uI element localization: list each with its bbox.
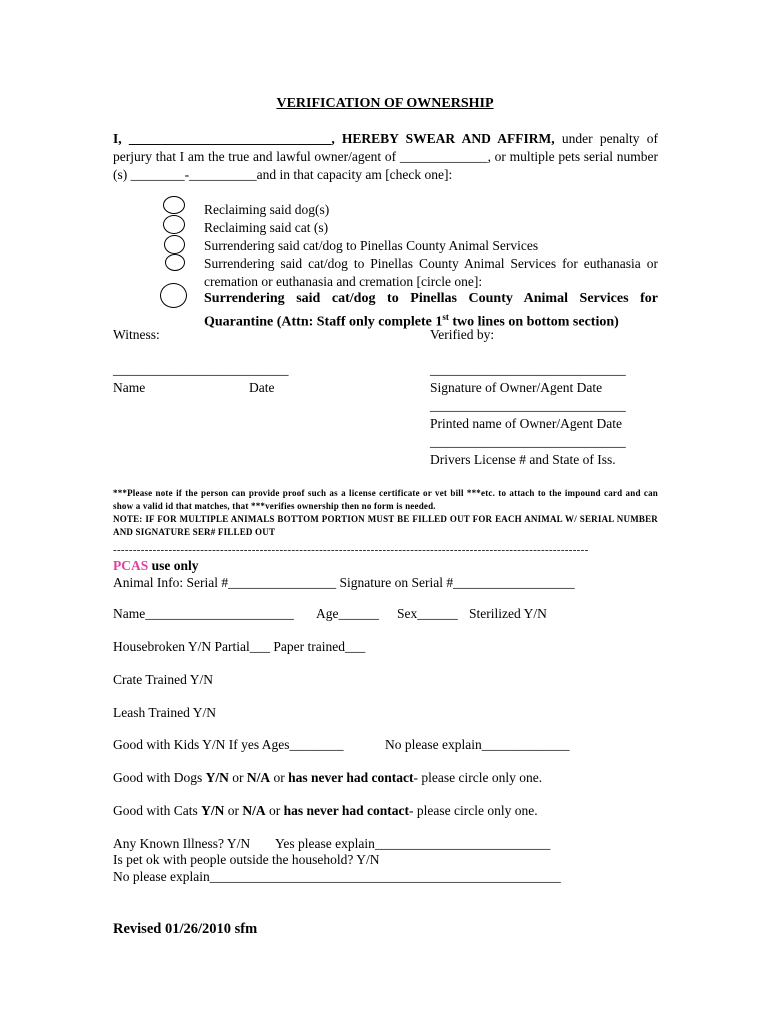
pcas-label: PCAS	[113, 558, 149, 573]
age-field[interactable]: Age______	[316, 606, 379, 621]
no-explain-field[interactable]: No please explain____________________________________________________	[113, 869, 561, 884]
option-circle-4[interactable]	[165, 254, 185, 271]
witness-label: Witness:	[113, 327, 160, 342]
option-surrender-euthanasia: Surrendering said cat/dog to Pinellas County Animal Services for euthanasia or cremation or euthanasia and cremation [circle one]:	[204, 256, 658, 289]
option-circle-3[interactable]	[164, 235, 185, 254]
option-circle-1[interactable]	[163, 196, 185, 214]
ok-with-people-field[interactable]: Is pet ok with people outside the household? Y/N	[113, 852, 380, 867]
kids-no-explain-field[interactable]: No please explain_____________	[385, 737, 570, 752]
printed-name-label: Printed name of Owner/Agent Date	[430, 416, 622, 431]
owner-name-blank[interactable]: ______________________________	[128, 131, 332, 146]
option-circle-5[interactable]	[160, 283, 187, 308]
oath-i: I,	[113, 131, 122, 146]
printed-name-line[interactable]: _____________________________	[430, 398, 626, 413]
oath-paragraph: I, ______________________________, HEREBY SWEAR AND AFFIRM, under penalty of perjury that I am the true and lawful owner/agent of _____________, or multiple pets serial number (s) ________-__________and in that capacity am [check one]:	[113, 131, 658, 182]
signature-label: Signature of Owner/Agent Date	[430, 380, 603, 395]
oath-affirm: HEREBY SWEAR AND AFFIRM,	[341, 131, 555, 146]
sex-field[interactable]: Sex______	[397, 606, 458, 621]
revision-note: Revised 01/26/2010 sfm	[113, 921, 258, 937]
option-surrender-quarantine: Surrendering said cat/dog to Pinellas County Animal Services for Quarantine (Attn: Staff only complete 1st two lines on bottom section)	[204, 291, 658, 330]
known-illness-field[interactable]: Any Known Illness? Y/N	[113, 836, 251, 851]
witness-date-label: Date	[249, 380, 275, 395]
option-surrender: Surrendering said cat/dog to Pinellas County Animal Services	[204, 238, 539, 253]
leash-trained-field[interactable]: Leash Trained Y/N	[113, 705, 216, 720]
good-with-dogs-field[interactable]: Good with Dogs Y/N or N/A or has never had contact- please circle only one.	[113, 770, 543, 785]
illness-explain-field[interactable]: Yes please explain__________________________	[275, 836, 551, 851]
pcas-use-only: PCAS use only	[113, 558, 199, 573]
signature-line[interactable]: _____________________________	[430, 362, 626, 377]
good-with-cats-field[interactable]: Good with Cats Y/N or N/A or has never had contact- please circle only one.	[113, 803, 538, 818]
license-line[interactable]: _____________________________	[430, 434, 626, 449]
proof-note: ***Please note if the person can provide proof such as a license certificate or vet bill ***etc. to attach to the impound card and can show a valid id that matches, that ***verifies ownership then no form is needed.	[113, 488, 658, 511]
animal-name-field[interactable]: Name______________________	[113, 606, 294, 621]
crate-trained-field[interactable]: Crate Trained Y/N	[113, 672, 213, 687]
multiple-animals-note: NOTE: IF FOR MULTIPLE ANIMALS BOTTOM PORTION MUST BE FILLED OUT FOR EACH ANIMAL W/ SERIAL NUMBER AND SIGNATURE SER# FILLED OUT	[113, 514, 658, 537]
sterilized-field[interactable]: Sterilized Y/N	[469, 606, 547, 621]
option-reclaim-dog: Reclaiming said dog(s)	[204, 202, 330, 217]
animal-info-field[interactable]: Animal Info: Serial #________________ Signature on Serial #__________________	[113, 575, 575, 590]
witness-line[interactable]: __________________________	[113, 362, 289, 377]
cut-line: ------------------------------------------------------------------------------------------------------------------------	[113, 544, 589, 556]
oath-text: under penalty of perjury that I am the true and lawful owner/agent of _____________, or multiple pets serial number (s) ________-__________and in that capacity am [check one]:	[113, 131, 658, 182]
form-title: VERIFICATION OF OWNERSHIP	[276, 96, 494, 111]
verified-label: Verified by:	[430, 327, 495, 342]
good-with-kids-field[interactable]: Good with Kids Y/N If yes Ages________	[113, 737, 344, 752]
witness-name-label: Name	[113, 380, 146, 395]
option-circle-2[interactable]	[163, 215, 185, 234]
option-reclaim-cat: Reclaiming said cat (s)	[204, 220, 329, 235]
license-label: Drivers License # and State of Iss.	[430, 452, 616, 467]
housebroken-field[interactable]: Housebroken Y/N Partial___ Paper trained___	[113, 639, 366, 654]
